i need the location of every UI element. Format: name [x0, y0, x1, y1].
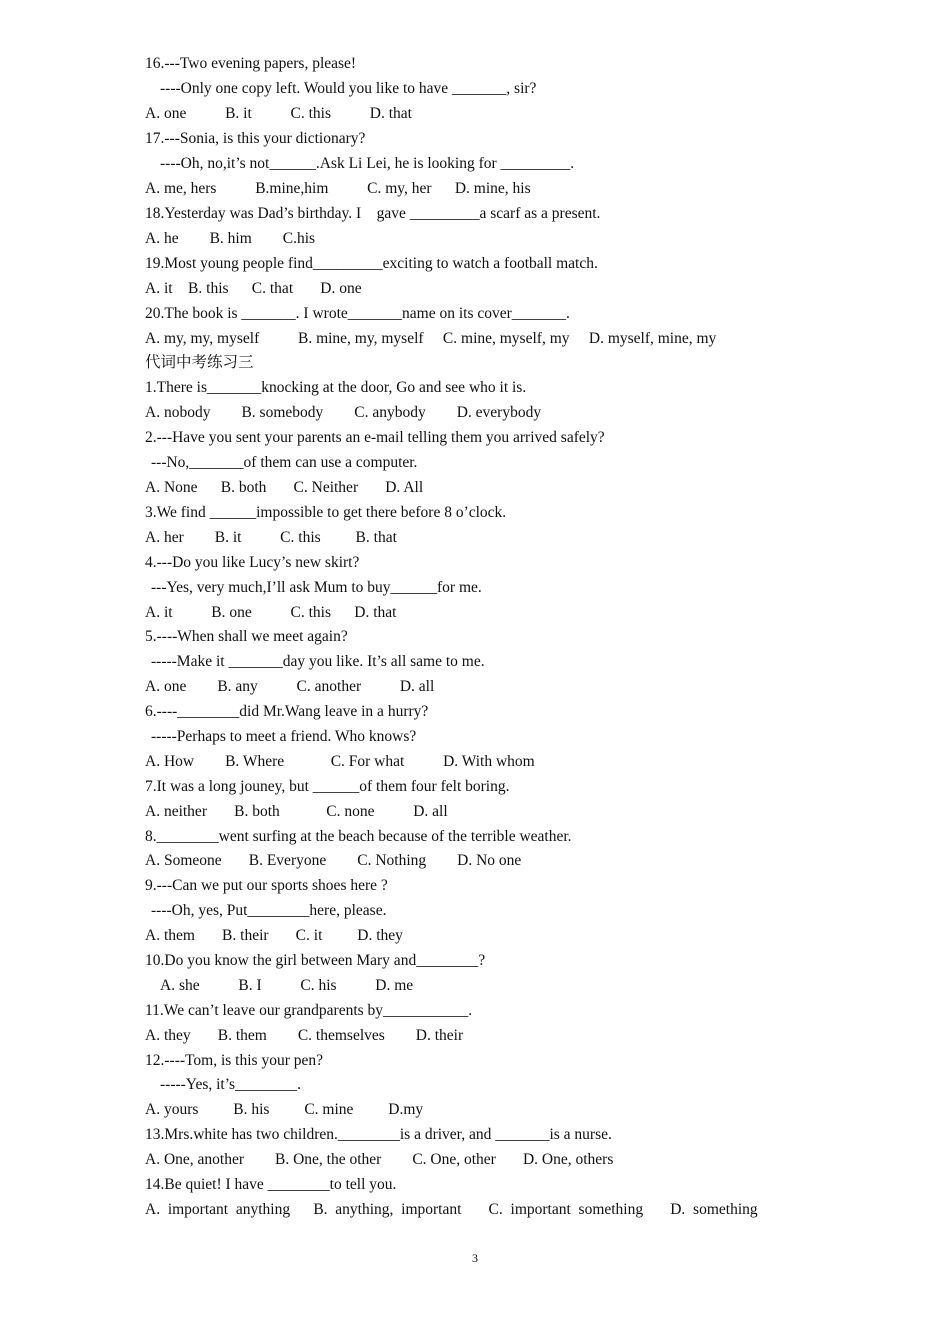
question-7-options: A. neither B. both C. none D. all: [145, 803, 448, 820]
question-17: 17.---Sonia, is this your dictionary?: [145, 130, 366, 147]
question-7: 7.It was a long jouney, but ______of them four felt boring.: [145, 778, 510, 795]
question-11: 11.We can’t leave our grandparents by___________.: [145, 1002, 473, 1019]
question-18-options: A. he B. him C.his: [145, 230, 316, 247]
question-19: 19.Most young people find_________exciting to watch a football match.: [145, 255, 598, 272]
question-12-dialogue: -----Yes, it’s________.: [160, 1076, 301, 1093]
question-4-options: A. it B. one C. this D. that: [145, 604, 397, 621]
question-12: 12.----Tom, is this your pen?: [145, 1052, 323, 1069]
question-18: 18.Yesterday was Dad’s birthday. I gave _________a scarf as a present.: [145, 205, 601, 222]
question-8-options: A. Someone B. Everyone C. Nothing D. No one: [145, 852, 522, 869]
question-10-options: A. she B. I C. his D. me: [160, 977, 414, 994]
section-heading: 代词中考练习三: [145, 354, 254, 371]
question-5-dialogue: -----Make it _______day you like. It’s all same to me.: [151, 653, 485, 670]
question-6-options: A. How B. Where C. For what D. With whom: [145, 753, 535, 770]
question-19-options: A. it B. this C. that D. one: [145, 280, 362, 297]
question-5-options: A. one B. any C. another D. all: [145, 678, 435, 695]
question-20: 20.The book is _______. I wrote_______name on its cover_______.: [145, 305, 570, 322]
question-20-options: A. my, my, myself B. mine, my, myself C. mine, myself, my D. myself, mine, my: [145, 330, 717, 347]
question-9-options: A. them B. their C. it D. they: [145, 927, 403, 944]
question-9-dialogue: ----Oh, yes, Put________here, please.: [151, 902, 387, 919]
question-5: 5.----When shall we meet again?: [145, 628, 348, 645]
question-1: 1.There is_______knocking at the door, Go and see who it is.: [145, 379, 527, 396]
question-2-options: A. None B. both C. Neither D. All: [145, 479, 424, 496]
question-16-dialogue: ----Only one copy left. Would you like to have _______, sir?: [160, 80, 537, 97]
question-13: 13.Mrs.white has two children.________is a driver, and _______is a nurse.: [145, 1126, 612, 1143]
question-13-options: A. One, another B. One, the other C. One, other D. One, others: [145, 1151, 614, 1168]
question-11-options: A. they B. them C. themselves D. their: [145, 1027, 464, 1044]
question-8: 8.________went surfing at the beach because of the terrible weather.: [145, 828, 572, 845]
question-2-dialogue: ---No,_______of them can use a computer.: [151, 454, 418, 471]
question-3: 3.We find ______impossible to get there before 8 o’clock.: [145, 504, 507, 521]
question-17-dialogue: ----Oh, no,it’s not______.Ask Li Lei, he is looking for _________.: [160, 155, 575, 172]
question-14: 14.Be quiet! I have ________to tell you.: [145, 1176, 397, 1193]
question-16: 16.---Two evening papers, please!: [145, 55, 357, 72]
question-4: 4.---Do you like Lucy’s new skirt?: [145, 554, 360, 571]
question-14-options: A. important anything B. anything, important C. important something D. something: [145, 1201, 758, 1218]
question-9: 9.---Can we put our sports shoes here ?: [145, 877, 388, 894]
question-10: 10.Do you know the girl between Mary and________?: [145, 952, 486, 969]
question-16-options: A. one B. it C. this D. that: [145, 105, 412, 122]
question-2: 2.---Have you sent your parents an e-mail telling them you arrived safely?: [145, 429, 605, 446]
question-3-options: A. her B. it C. this B. that: [145, 529, 397, 546]
question-12-options: A. yours B. his C. mine D.my: [145, 1101, 424, 1118]
page-number: 3: [472, 1251, 478, 1265]
question-4-dialogue: ---Yes, very much,I’ll ask Mum to buy______for me.: [151, 579, 482, 596]
question-6: 6.----________did Mr.Wang leave in a hurry?: [145, 703, 429, 720]
question-6-dialogue: -----Perhaps to meet a friend. Who knows?: [151, 728, 417, 745]
question-17-options: A. me, hers B.mine,him C. my, her D. mine, his: [145, 180, 531, 197]
question-1-options: A. nobody B. somebody C. anybody D. everybody: [145, 404, 542, 421]
